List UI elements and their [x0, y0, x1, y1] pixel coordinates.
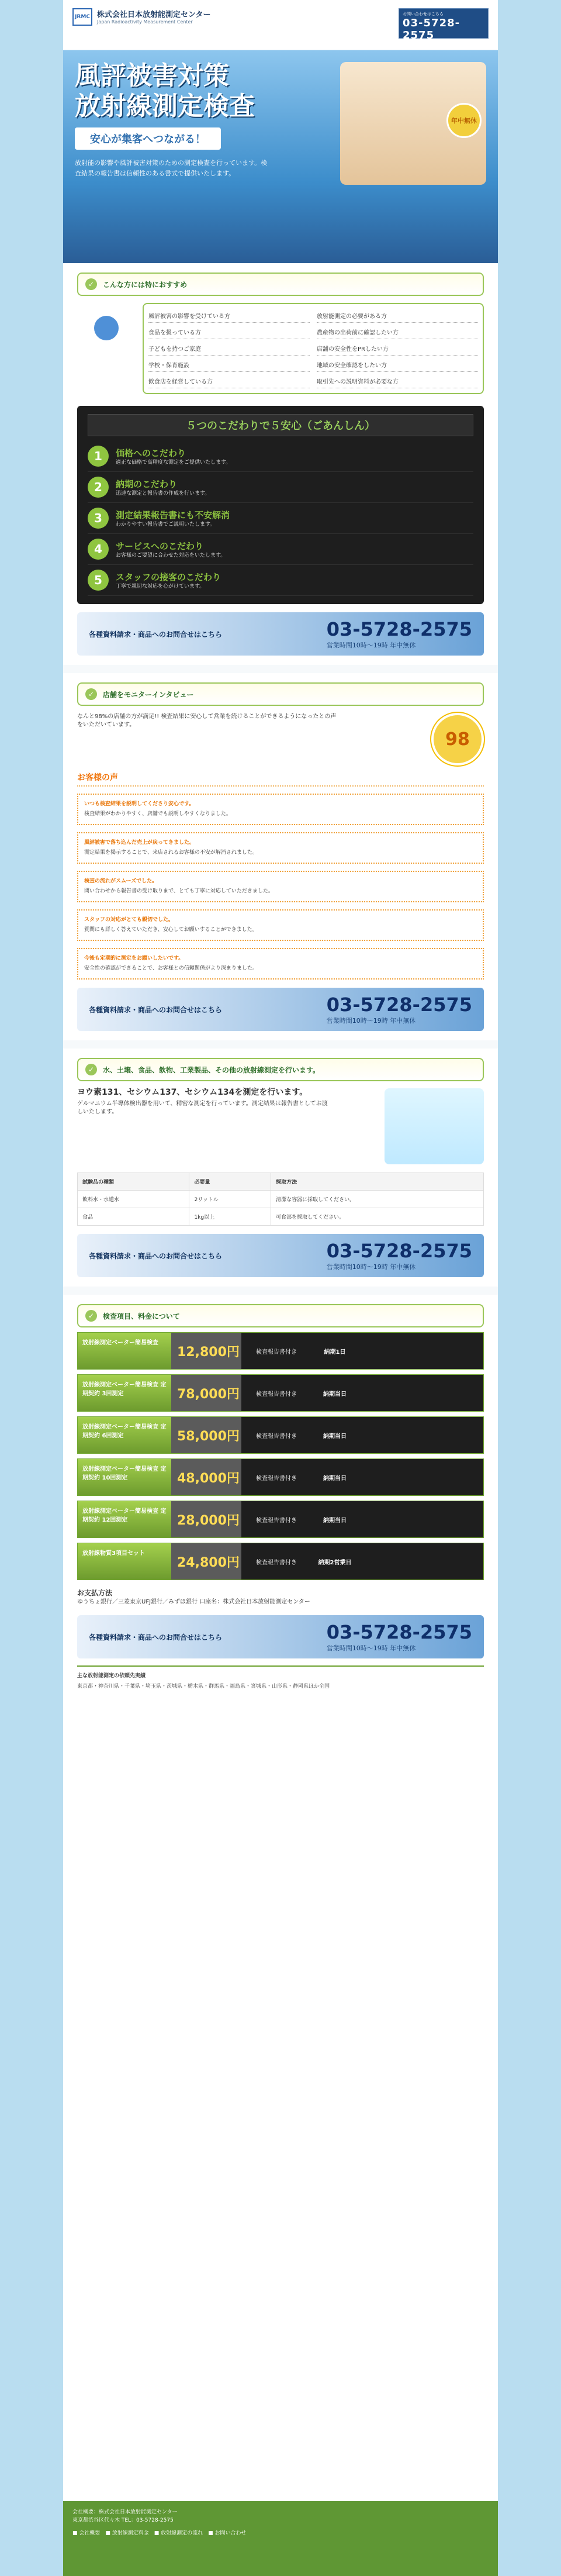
testimonial-text: 問い合わせから報告書の受け取りまで、とても丁寧に対応していただきました。: [84, 888, 273, 894]
company-subtitle: Japan Radioactivity Measurement Center: [97, 19, 193, 25]
table-header: 採取方法: [271, 1173, 484, 1191]
point-number: 3: [88, 508, 109, 529]
point-number: 2: [88, 477, 109, 498]
contact-banner[interactable]: [77, 1234, 484, 1277]
medal-badge: 年中無休: [446, 103, 482, 138]
hero-section: [63, 50, 498, 263]
interview-intro: なんと98%の店舗の方が満足!! 検査結果に安心して営業を続けることができるようになったとの声をいただいています。: [77, 713, 337, 728]
footer-links[interactable]: ■ 会社概要 ■ 放射線測定料金 ■ 放射線測定の流れ ■ お問い合わせ: [72, 2530, 247, 2536]
plan-price: 24,800円: [177, 1555, 240, 1570]
price-row[interactable]: [77, 1501, 484, 1538]
check-icon: ✓: [85, 278, 97, 290]
footer: [63, 2501, 498, 2576]
point-text: 適正な価格で高精度な測定をご提供いたします。: [116, 459, 231, 465]
satisfaction-badge: 98: [431, 713, 484, 765]
list-item: 取引先への説明資料が必要な方: [317, 374, 478, 388]
table-cell: 1kg以上: [189, 1208, 271, 1226]
area-text: 東京都・神奈川県・千葉県・埼玉県・茨城県・栃木県・群馬県・福島県・宮城県・山形県・静岡県ほか全国: [77, 1684, 330, 1689]
table-cell: 食品: [78, 1208, 189, 1226]
page-wrapper: [63, 0, 498, 2576]
plan-price: 48,000円: [177, 1471, 240, 1486]
contact-label: 各種資料請求・商品へのお問合せはこちら: [89, 1005, 223, 1014]
point-text: 丁寧で親切な対応を心がけています。: [116, 583, 205, 589]
contact-tel: 03-5728-2575: [326, 1621, 472, 1643]
point-item: [88, 565, 473, 596]
testimonial: [77, 832, 484, 864]
testimonial: [77, 909, 484, 941]
footer-address: 東京都渋谷区代々木 TEL：03-5728-2575: [72, 2518, 174, 2523]
contact-tel: 03-5728-2575: [326, 618, 472, 640]
testimonial-title: 検査の流れがスムーズでした。: [84, 878, 158, 884]
plan-report: 検査報告書付き: [256, 1391, 297, 1398]
plan-delivery: 納期当日: [323, 1517, 347, 1524]
point-text: 迅速な測定と報告書の作成を行います。: [116, 490, 210, 496]
contact-label: 各種資料請求・商品へのお問合せはこちら: [89, 1251, 223, 1260]
contact-banner[interactable]: [77, 612, 484, 656]
point-item: [88, 472, 473, 503]
point-item: [88, 503, 473, 534]
contact-hours: 営業時間10時〜19時 年中無休: [326, 1263, 416, 1271]
check-icon: ✓: [85, 688, 97, 700]
testimonial-title: 風評被害で落ち込んだ売上が戻ってきました。: [84, 840, 195, 846]
recommend-header: [77, 273, 484, 296]
payment-info: [77, 1588, 484, 1607]
area-list: [77, 1665, 484, 1690]
section-divider: [63, 1040, 498, 1049]
hero-title-line1: 風評被害対策: [75, 61, 229, 91]
plan-price: 12,800円: [177, 1344, 240, 1360]
contact-hours: 営業時間10時〜19時 年中無休: [326, 1017, 416, 1025]
area-title: 主な放射能測定の依頼先実績: [77, 1673, 146, 1679]
section-divider: [63, 665, 498, 673]
testimonial-text: 質問にも詳しく答えていただき、安心してお願いすることができました。: [84, 927, 258, 933]
table-cell: 清潔な容器に採取してください。: [271, 1191, 484, 1208]
five-points-box: [77, 406, 484, 604]
plan-report: 検査報告書付き: [256, 1433, 297, 1440]
point-title: 納期のこだわり: [116, 478, 178, 489]
plan-delivery: 納期1日: [324, 1349, 346, 1356]
price-row[interactable]: [77, 1374, 484, 1412]
list-item: 店舗の安全性をPRしたい方: [317, 342, 478, 356]
contact-tel: 03-5728-2575: [326, 1240, 472, 1262]
point-title: 価格へのこだわり: [116, 447, 186, 458]
recommend-section: [63, 263, 498, 665]
plan-report: 検査報告書付き: [256, 1517, 297, 1524]
price-row[interactable]: [77, 1543, 484, 1580]
plan-name: 放射線測定ベーター簡易検査 定期契約 3回測定: [78, 1375, 171, 1411]
tel-caption: お問い合わせはこちら: [403, 12, 444, 16]
plan-price: 58,000円: [177, 1429, 240, 1444]
measurement-section: [63, 1049, 498, 1287]
interview-section: [63, 673, 498, 1040]
plan-name: 放射線測定ベーター簡易検査 定期契約 10回測定: [78, 1459, 171, 1495]
table-cell: 可食部を採取してください。: [271, 1208, 484, 1226]
company-name: 株式会社日本放射能測定センター: [97, 11, 211, 19]
price-row[interactable]: [77, 1332, 484, 1370]
measurement-header: [77, 1058, 484, 1081]
user-icon: [77, 303, 136, 353]
tel-number: 03-5728-2575: [403, 17, 460, 42]
interview-header: [77, 682, 484, 706]
plan-delivery: 納期当日: [323, 1391, 347, 1398]
list-item: 風評被害の影響を受けている方: [148, 309, 310, 323]
table-header: 試験品の種類: [78, 1173, 189, 1191]
testimonial-text: 測定結果を掲示することで、来店されるお客様の不安が解消されました。: [84, 850, 258, 856]
testimonial: [77, 794, 484, 825]
footer-company: 会社概要：株式会社日本放射能測定センター: [72, 2509, 178, 2515]
hero-title-line2: 放射線測定検査: [75, 91, 255, 121]
contact-hours: 営業時間10時〜19時 年中無休: [326, 642, 416, 649]
logo-mark: JRMC: [72, 8, 92, 26]
table-cell: 2リットル: [189, 1191, 271, 1208]
table-cell: 飲料水・水道水: [78, 1191, 189, 1208]
plan-name: 放射線物質3項目セット: [78, 1543, 171, 1580]
contact-banner[interactable]: [77, 1615, 484, 1658]
business-hours: 営業時間 10時〜19時 年中無休: [403, 42, 469, 47]
five-points-title: ５つのこだわりで５安心（ごあんしん）: [88, 414, 473, 436]
recommend-list: [143, 303, 484, 394]
testimonial: [77, 871, 484, 902]
logo[interactable]: [72, 8, 210, 42]
measurement-top: [77, 1088, 484, 1164]
testimonial-text: 検査結果がわかりやすく、店舗でも説明しやすくなりました。: [84, 811, 231, 817]
tel-box[interactable]: [399, 8, 489, 47]
hero-lead: 放射能の影響や風評被害対策のための測定検査を行っています。検査結果の報告書は信頼性のある書式で提供いたします。: [75, 159, 268, 177]
top-header: [63, 0, 498, 50]
testimonial-title: スタッフの対応がとても親切でした。: [84, 917, 174, 923]
point-item: [88, 441, 473, 472]
point-title: スタッフの接客のこだわり: [116, 571, 221, 582]
point-title: サービスへのこだわり: [116, 540, 204, 551]
plan-delivery: 納期当日: [323, 1433, 347, 1440]
list-item: 食品を扱っている方: [148, 325, 310, 339]
point-number: 5: [88, 570, 109, 591]
interview-top: [77, 713, 484, 765]
list-item: 学校・保育施設: [148, 358, 310, 372]
point-text: わかりやすい報告書でご説明いたします。: [116, 521, 216, 527]
contact-banner[interactable]: [77, 988, 484, 1031]
point-text: お客様のご要望に合わせた対応をいたします。: [116, 552, 226, 558]
voice-title: お客様の声: [77, 771, 484, 787]
point-item: [88, 534, 473, 565]
contact-hours: 営業時間10時〜19時 年中無休: [326, 1644, 416, 1652]
list-item: 飲食店を経営している方: [148, 374, 310, 388]
point-number: 1: [88, 446, 109, 467]
check-icon: ✓: [85, 1310, 97, 1322]
list-item: 放射能測定の必要がある方: [317, 309, 478, 323]
plan-price: 78,000円: [177, 1387, 240, 1402]
list-item: 子どもを持つご家庭: [148, 342, 310, 356]
table-header: 必要量: [189, 1173, 271, 1191]
payment-title: お支払方法: [77, 1589, 113, 1597]
plan-name: 放射線測定ベーター簡易検査: [78, 1333, 171, 1369]
recommend-title: こんな方には特におすすめ: [103, 280, 188, 289]
check-icon: ✓: [85, 1064, 97, 1075]
hero-ribbon: 安心が集客へつながる！: [75, 127, 221, 150]
payment-text: ゆうちょ銀行／三菱東京UFJ銀行／みずほ銀行 口座名：株式会社日本放射能測定センター: [77, 1599, 310, 1605]
sample-table: [77, 1173, 484, 1226]
price-row[interactable]: [77, 1458, 484, 1496]
plan-delivery: 納期当日: [323, 1475, 347, 1482]
price-row[interactable]: [77, 1416, 484, 1454]
plan-report: 検査報告書付き: [256, 1559, 297, 1566]
testimonial-title: いつも検査結果を説明してくださり安心です。: [84, 801, 195, 807]
plan-report: 検査報告書付き: [256, 1349, 297, 1356]
pricing-section: [63, 1295, 498, 1699]
contact-label: 各種資料請求・商品へのお問合せはこちら: [89, 1633, 223, 1642]
plan-name: 放射線測定ベーター簡易検査 定期契約 12回測定: [78, 1501, 171, 1537]
interview-title: 店舗をモニターインタビュー: [103, 690, 194, 699]
plan-price: 28,000円: [177, 1513, 240, 1528]
contact-label: 各種資料請求・商品へのお問合せはこちら: [89, 630, 223, 639]
plan-report: 検査報告書付き: [256, 1475, 297, 1482]
plan-delivery: 納期2営業日: [318, 1559, 352, 1566]
pricing-title: 検査項目、料金について: [103, 1312, 180, 1320]
point-number: 4: [88, 539, 109, 560]
list-item: 農産物の出荷前に確認したい方: [317, 325, 478, 339]
measurement-text: ゲルマニウム半導体検出器を用いて、精密な測定を行っています。測定結果は報告書としてお渡しいたします。: [77, 1101, 328, 1115]
testimonial-text: 安全性の確認ができることで、お客様との信頼関係がより深まりました。: [84, 965, 258, 971]
testimonial: [77, 948, 484, 980]
list-item: 地域の安全確認をしたい方: [317, 358, 478, 372]
lab-image: [385, 1088, 484, 1164]
point-title: 測定結果報告書にも不安解消: [116, 509, 230, 520]
recommend-content: [77, 303, 484, 394]
measurement-subtitle: ヨウ素131、セシウム137、セシウム134を測定を行います。: [77, 1088, 308, 1097]
testimonial-title: 今後も定期的に測定をお願いしたいです。: [84, 956, 184, 961]
section-divider: [63, 1287, 498, 1295]
plan-name: 放射線測定ベーター簡易検査 定期契約 6回測定: [78, 1417, 171, 1453]
measurement-title: 水、土壌、食品、飲物、工業製品、その他の放射線測定を行います。: [103, 1065, 320, 1074]
contact-tel: 03-5728-2575: [326, 994, 472, 1016]
pricing-header: [77, 1304, 484, 1327]
